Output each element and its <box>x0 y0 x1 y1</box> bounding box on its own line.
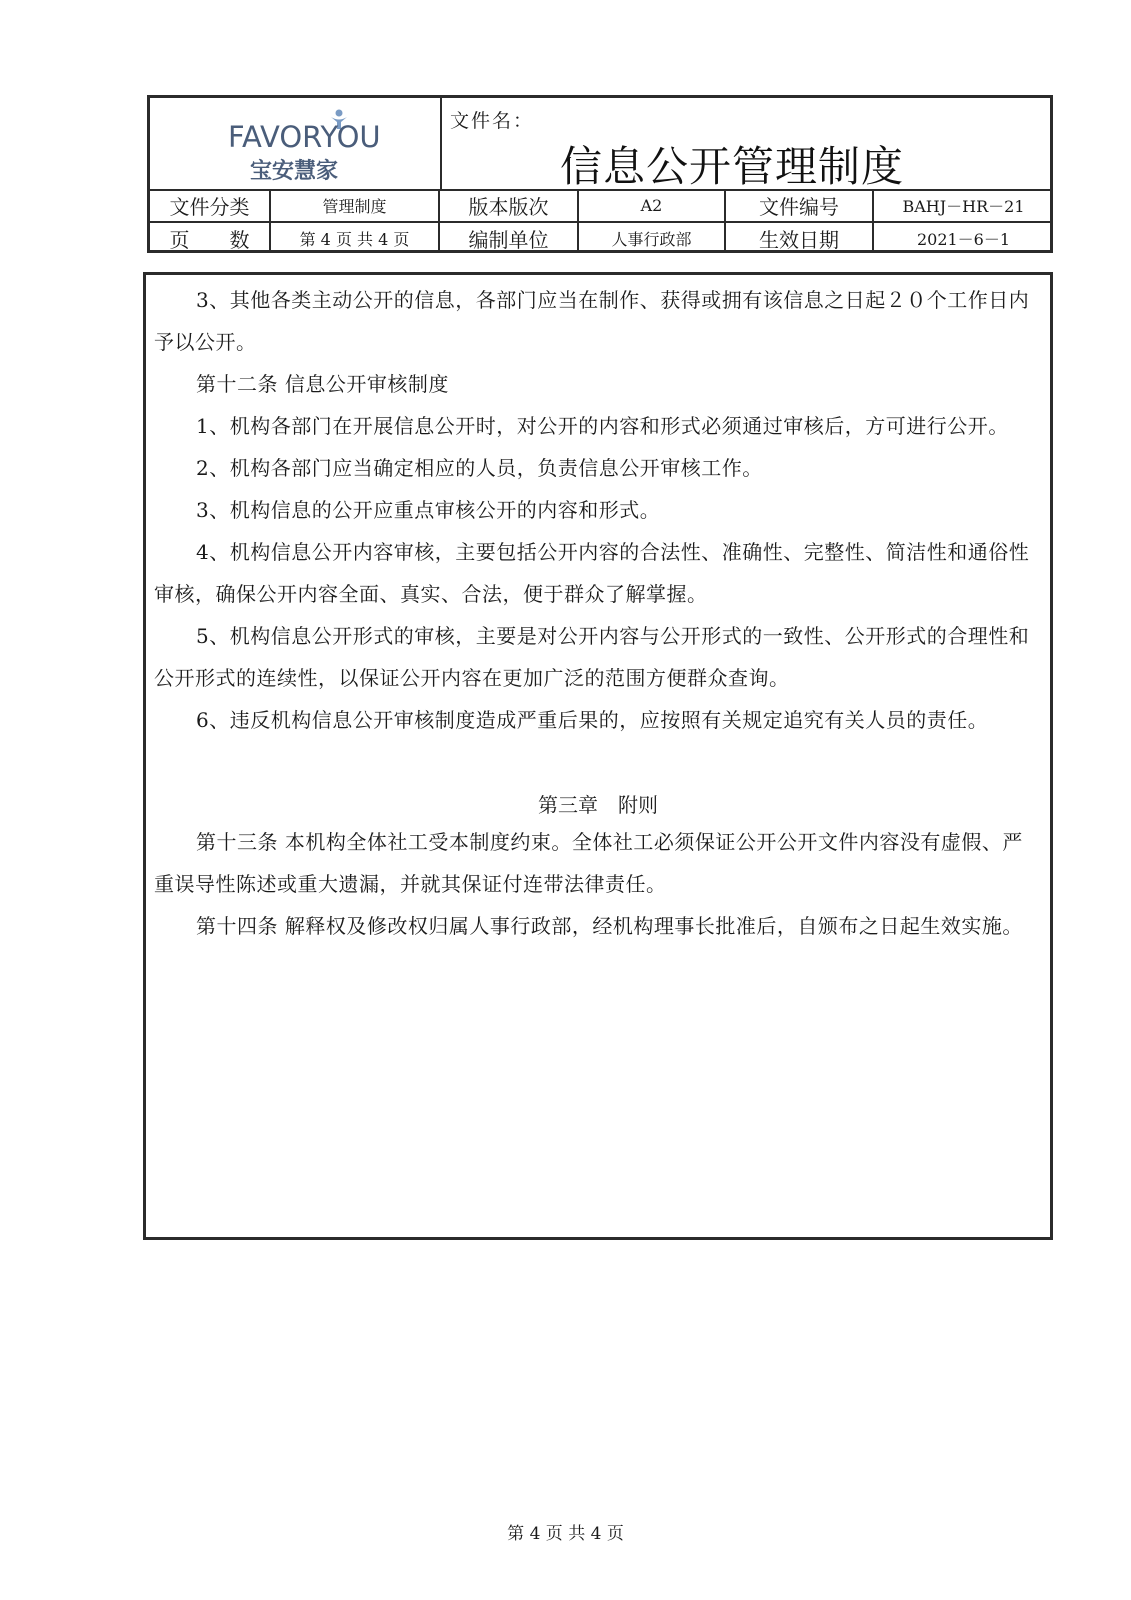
article-13: 第十三条 本机构全体社工受本制度约束。全体社工必须保证公开公开文件内容没有虚假、严重误导性陈述或重大遗漏，并就其保证付连带法律责任。 <box>154 830 1023 896</box>
department-value: 人事行政部 <box>579 223 726 253</box>
effective-date-label: 生效日期 <box>726 223 874 253</box>
file-name-label: 文件名： <box>450 110 535 132</box>
document-title: 信息公开管理制度 <box>560 142 905 191</box>
paragraph-review-5: 5、机构信息公开形式的审核，主要是对公开内容与公开形式的一致性、公开形式的合理性和公开形式的连续性，以保证公开内容在更加广泛的范围方便群众查询。 <box>154 624 1030 690</box>
version-label: 版本版次 <box>440 189 579 221</box>
pages-label: 页 数 <box>150 223 271 253</box>
chapter-heading: 第三章 附则 <box>538 793 658 817</box>
file-number-value: BAHJ－HR－21 <box>902 196 1025 216</box>
header-info-row-2 <box>150 223 1050 253</box>
paragraph-review-4: 4、机构信息公开内容审核，主要包括公开内容的合法性、准确性、完整性、简洁性和通俗性审核，确保公开内容全面、真实、合法，便于群众了解掌握。 <box>154 540 1030 606</box>
paragraph-review-2: 2、机构各部门应当确定相应的人员，负责信息公开审核工作。 <box>196 456 763 480</box>
paragraph-item-3: 3、其他各类主动公开的信息，各部门应当在制作、获得或拥有该信息之日起２０个工作日内予以公开。 <box>154 288 1030 354</box>
paragraph-review-3: 3、机构信息的公开应重点审核公开的内容和形式。 <box>196 498 661 522</box>
file-number-label: 文件编号 <box>726 189 874 221</box>
page-footer: 第 4 页 共 4 页 <box>507 1524 624 1544</box>
logo-english: FAVORYOU <box>228 120 381 154</box>
version-value: A2 <box>579 189 726 221</box>
logo-cell <box>150 98 442 189</box>
header-top-row <box>150 98 1050 191</box>
effective-date-value: 2021－6－1 <box>916 229 1011 249</box>
document-header <box>147 95 1053 253</box>
category-value: 管理制度 <box>271 189 440 221</box>
category-label: 文件分类 <box>150 189 271 221</box>
pages-value: 第 4 页 共 4 页 <box>271 223 440 253</box>
header-info-row-1 <box>150 189 1050 223</box>
department-label: 编制单位 <box>440 223 579 253</box>
article-12-heading: 第十二条 信息公开审核制度 <box>196 372 449 396</box>
paragraph-review-6: 6、违反机构信息公开审核制度造成严重后果的，应按照有关规定追究有关人员的责任。 <box>196 708 989 732</box>
document-body <box>143 272 1053 1240</box>
logo-chinese: 宝安慧家 <box>250 159 339 184</box>
article-14: 第十四条 解释权及修改权归属人事行政部，经机构理事长批准后，自颁布之日起生效实施。 <box>196 914 1023 938</box>
paragraph-review-1: 1、机构各部门在开展信息公开时，对公开的内容和形式必须通过审核后，方可进行公开。 <box>196 414 1009 438</box>
